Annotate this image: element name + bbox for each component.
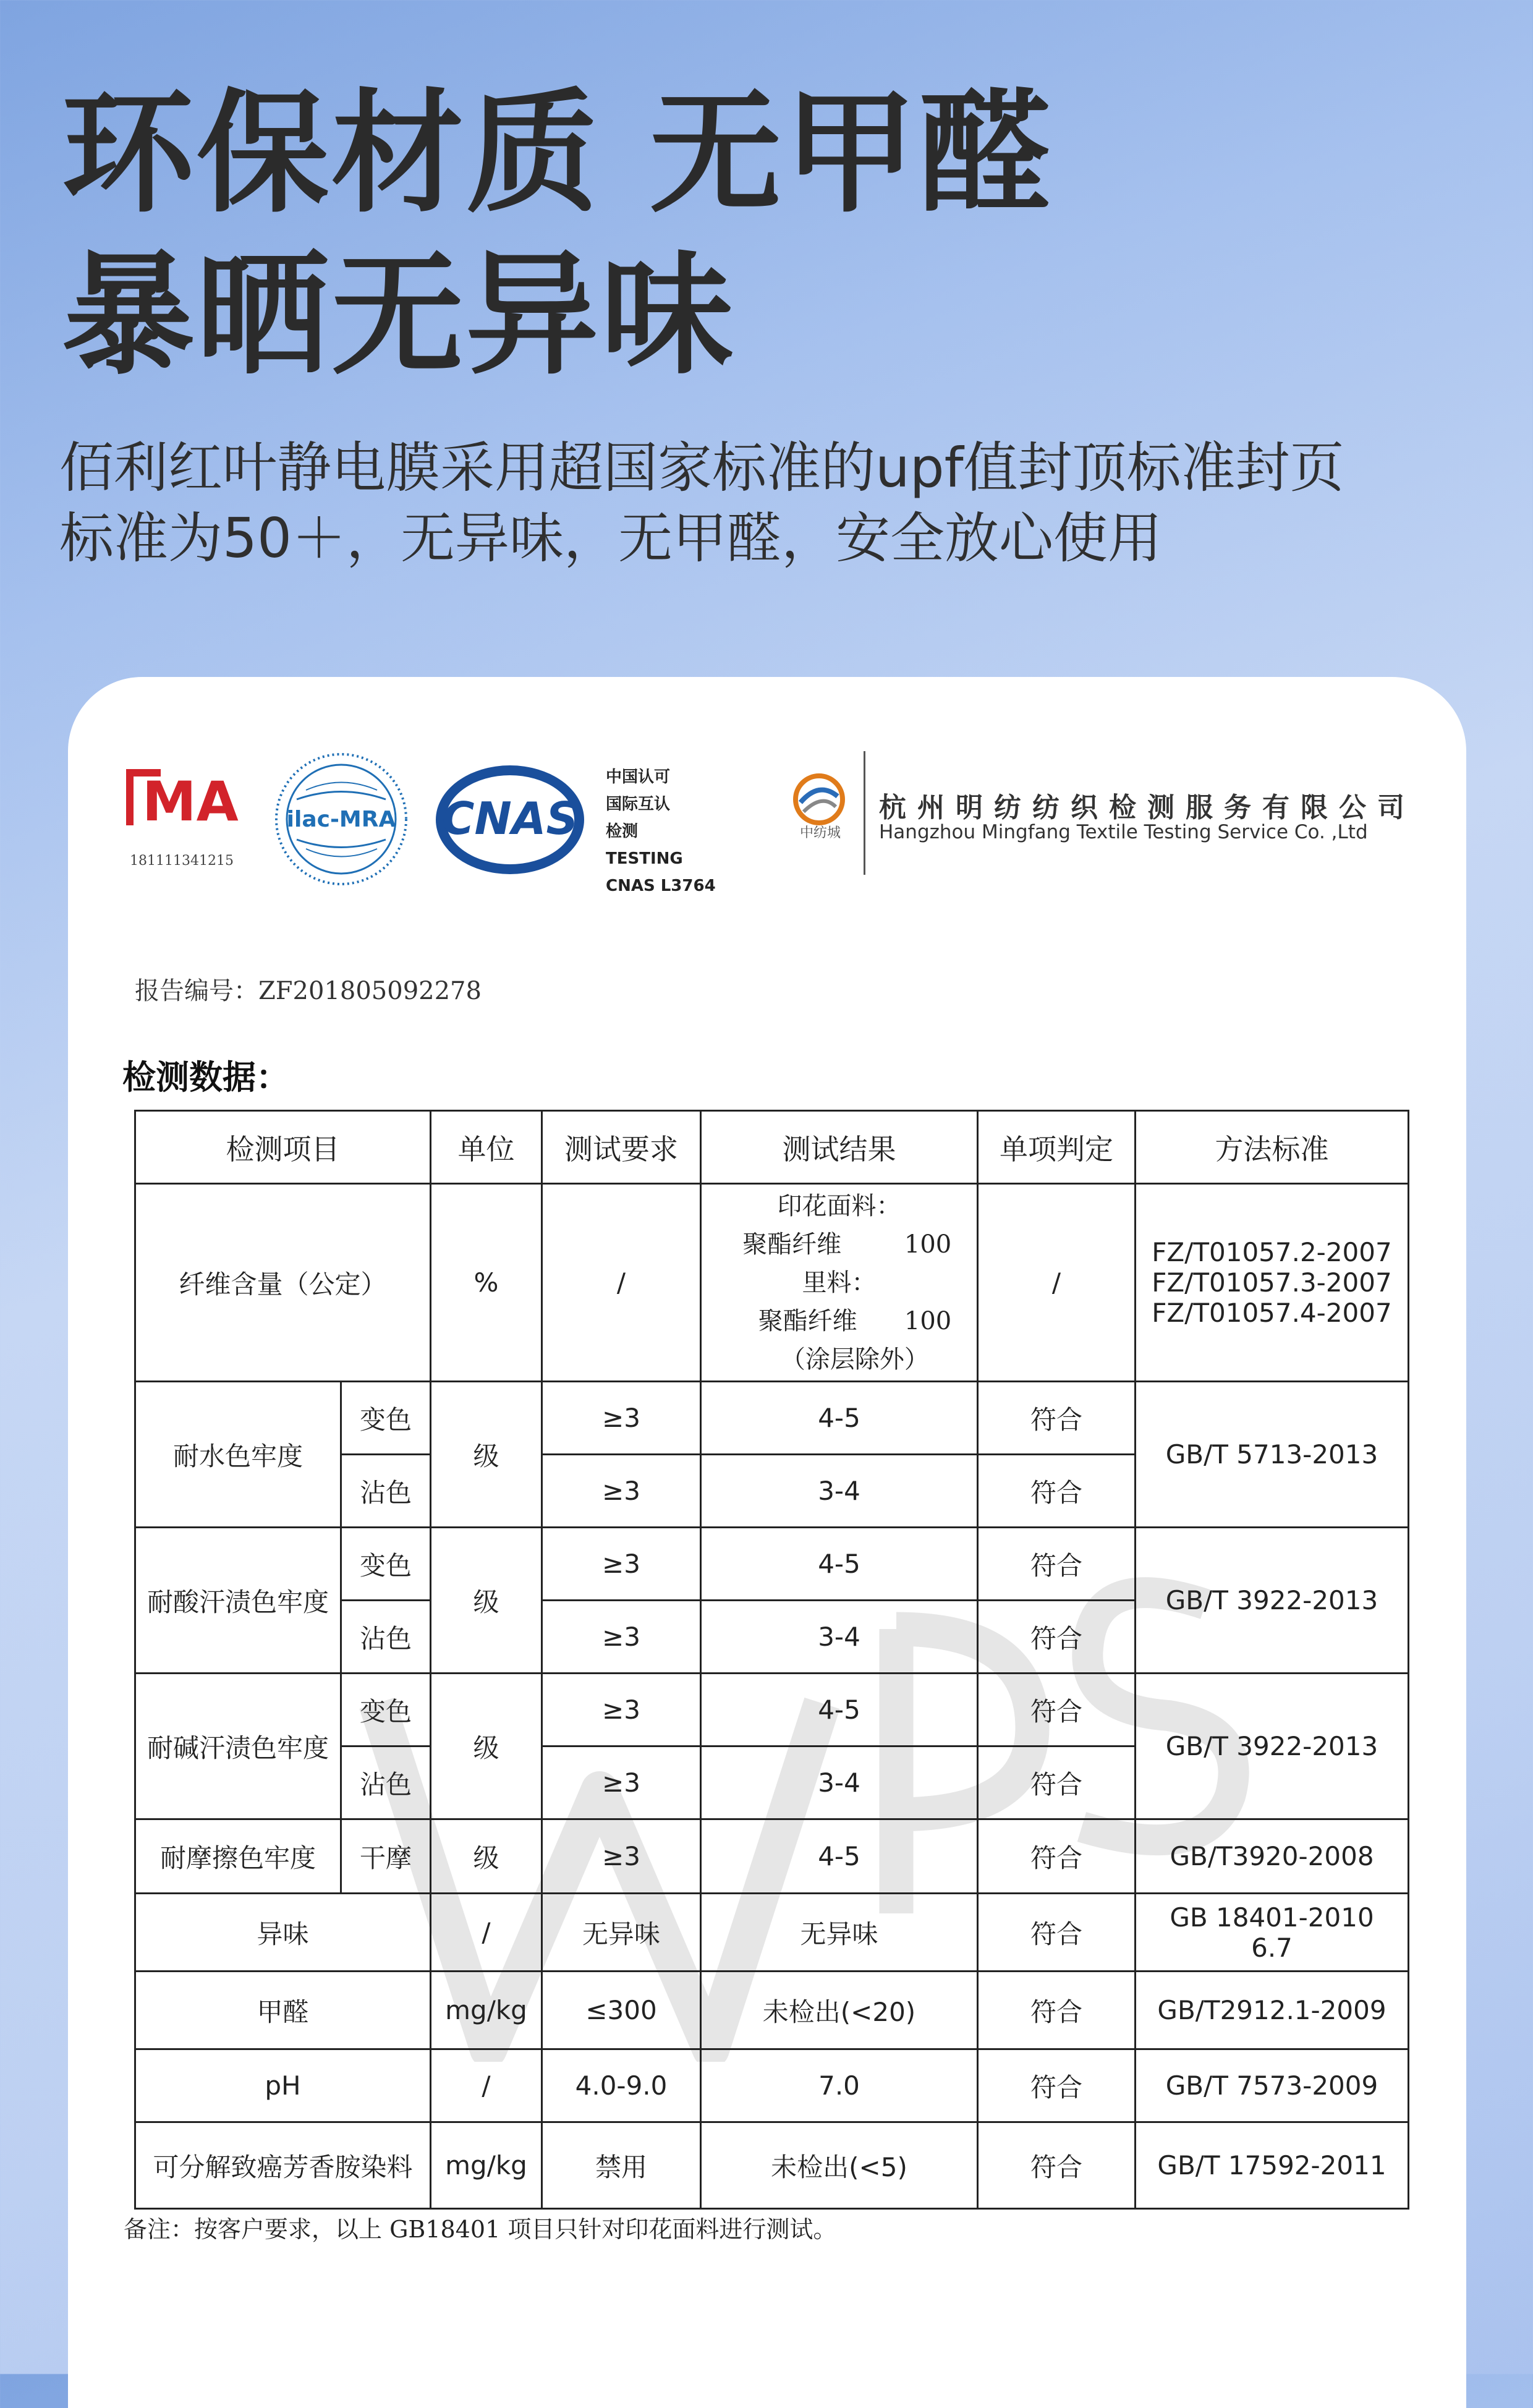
result-line: （涂层除外）	[749, 1345, 929, 1374]
header-requirement: 测试要求	[542, 1111, 701, 1184]
cell-result: 3-4	[701, 1455, 978, 1528]
cell-requirement: 禁用	[542, 2122, 701, 2209]
headline	[62, 73, 1054, 397]
cell-item: 纤维含量（公定）	[135, 1184, 431, 1382]
headline-line-1: 环保材质 无甲醛	[62, 77, 1054, 231]
cell-result: 7.0	[701, 2049, 978, 2122]
cell-judgement: 符合	[978, 1674, 1136, 1746]
company-name-en: Hangzhou Mingfang Textile Testing Service Co. ,Ltd	[879, 821, 1368, 843]
cell-subitem: 沾色	[341, 1746, 431, 1819]
svg-text:ilac-MRA: ilac-MRA	[286, 807, 396, 832]
cell-item: 耐水色牢度	[135, 1382, 341, 1528]
cell-unit: 级	[431, 1528, 542, 1674]
cell-unit: %	[431, 1184, 542, 1382]
cell-judgement: 符合	[978, 1819, 1136, 1894]
cell-requirement: ≥3	[542, 1601, 701, 1674]
cell-standard: GB/T 3922-2013	[1136, 1674, 1409, 1819]
cell-item: 甲醛	[135, 1972, 431, 2049]
cell-standard: GB/T3920-2008	[1136, 1819, 1409, 1894]
cell-subitem: 变色	[341, 1382, 431, 1455]
cell-item: 耐摩擦色牢度	[135, 1819, 341, 1894]
cell-standard	[1136, 1894, 1409, 1972]
cell-subitem: 干摩	[341, 1819, 431, 1894]
cell-judgement: 符合	[978, 1601, 1136, 1674]
standard-line: 6.7	[1251, 1932, 1293, 1963]
cell-result: 3-4	[701, 1601, 978, 1674]
cell-result: 无异味	[701, 1894, 978, 1972]
cell-unit: /	[431, 2049, 542, 2122]
table-row	[135, 1382, 1409, 1455]
subtext-line-2: 标准为50＋，无异味，无甲醛，安全放心使用	[59, 506, 1162, 570]
logo-divider	[864, 751, 865, 875]
table-row	[135, 1528, 1409, 1601]
cell-unit: 级	[431, 1819, 542, 1894]
report-number: 报告编号：ZF201805092278	[135, 977, 482, 1005]
cell-standard: GB/T 5713-2013	[1136, 1382, 1409, 1528]
cell-requirement: 4.0-9.0	[542, 2049, 701, 2122]
cell-result: 未检出(<20)	[701, 1972, 978, 2049]
cell-result: 4-5	[701, 1382, 978, 1455]
cell-result: 4-5	[701, 1528, 978, 1601]
cma-logo-icon	[124, 764, 257, 832]
headline-line-2: 暴晒无异味	[62, 239, 736, 393]
cell-result	[701, 1184, 978, 1382]
cnas-caption-line: 国际互认	[606, 795, 671, 814]
cell-judgement: 符合	[978, 1455, 1136, 1528]
mingfang-logo-icon	[779, 768, 859, 855]
cell-requirement: ≥3	[542, 1746, 701, 1819]
footnote: 备注：按客户要求，以上 GB18401 项目只针对印花面料进行测试。	[124, 2216, 837, 2243]
svg-text:MA: MA	[142, 770, 239, 832]
table-row	[135, 2049, 1409, 2122]
cell-result: 未检出(<5)	[701, 2122, 978, 2209]
cell-unit: mg/kg	[431, 1972, 542, 2049]
mingfang-small-text: 中纺城	[799, 825, 841, 841]
cell-requirement: ≥3	[542, 1455, 701, 1528]
cell-judgement: 符合	[978, 2122, 1136, 2209]
cell-judgement: 符合	[978, 1894, 1136, 1972]
cnas-caption-line: 检测	[606, 822, 639, 841]
company-name-cn: 杭州明纺纺织检测服务有限公司	[879, 792, 1416, 823]
table-row	[135, 1894, 1409, 1972]
svg-text:CNAS: CNAS	[441, 793, 579, 845]
cell-item: 耐碱汗渍色牢度	[135, 1674, 341, 1819]
result-line: 印花面料：	[777, 1191, 901, 1220]
table-row	[135, 1819, 1409, 1894]
cell-requirement: ≥3	[542, 1819, 701, 1894]
cell-standard: GB/T 3922-2013	[1136, 1528, 1409, 1674]
cnas-logo-icon	[431, 761, 589, 879]
cell-subitem: 沾色	[341, 1455, 431, 1528]
cell-unit: 级	[431, 1674, 542, 1819]
cell-item: 耐酸汗渍色牢度	[135, 1528, 341, 1674]
cell-requirement: 无异味	[542, 1894, 701, 1972]
cell-judgement: 符合	[978, 2049, 1136, 2122]
cell-judgement: 符合	[978, 1746, 1136, 1819]
header-standard: 方法标准	[1136, 1111, 1409, 1184]
cell-standard: GB/T2912.1-2009	[1136, 1972, 1409, 2049]
logo-bar	[68, 677, 1466, 937]
cell-item: 异味	[135, 1894, 431, 1972]
result-line: 聚酯纤维 100	[726, 1306, 952, 1335]
cell-standard: GB/T 17592-2011	[1136, 2122, 1409, 2209]
cell-standard	[1136, 1184, 1409, 1382]
cell-unit: /	[431, 1894, 542, 1972]
standard-line: FZ/T01057.4-2007	[1152, 1298, 1392, 1328]
cell-unit: 级	[431, 1382, 542, 1528]
header-item: 检测项目	[135, 1111, 431, 1184]
cnas-caption-line: 中国认可	[606, 768, 671, 786]
cell-subitem: 沾色	[341, 1601, 431, 1674]
cell-judgement: /	[978, 1184, 1136, 1382]
header-judgement: 单项判定	[978, 1111, 1136, 1184]
result-line: 聚酯纤维 100	[726, 1230, 952, 1259]
cma-number: 181111341215	[130, 853, 234, 869]
cell-result: 4-5	[701, 1674, 978, 1746]
cell-item: 可分解致癌芳香胺染料	[135, 2122, 431, 2209]
test-data-table	[134, 1110, 1409, 2210]
cell-result: 3-4	[701, 1746, 978, 1819]
standard-line: FZ/T01057.2-2007	[1152, 1237, 1392, 1267]
table-header-row	[135, 1111, 1409, 1184]
table-row	[135, 2122, 1409, 2209]
cell-judgement: 符合	[978, 1382, 1136, 1455]
table-row	[135, 1674, 1409, 1746]
cell-standard: GB/T 7573-2009	[1136, 2049, 1409, 2122]
cell-subitem: 变色	[341, 1674, 431, 1746]
standard-line: FZ/T01057.3-2007	[1152, 1267, 1392, 1298]
subtext	[59, 433, 1500, 574]
section-title: 检测数据：	[122, 1058, 289, 1097]
cnas-caption	[606, 764, 716, 900]
cell-requirement: ≤300	[542, 1972, 701, 2049]
cnas-caption-line: CNAS L3764	[606, 877, 716, 895]
report-card	[68, 677, 1466, 2408]
cell-subitem: 变色	[341, 1528, 431, 1601]
cell-judgement: 符合	[978, 1972, 1136, 2049]
cell-requirement: ≥3	[542, 1528, 701, 1601]
cell-item: pH	[135, 2049, 431, 2122]
cell-result: 4-5	[701, 1819, 978, 1894]
header-result: 测试结果	[701, 1111, 978, 1184]
cnas-caption-line: TESTING	[606, 849, 683, 868]
result-line: 里料：	[802, 1268, 877, 1297]
standard-line: GB 18401-2010	[1170, 1902, 1374, 1933]
header-unit: 单位	[431, 1111, 542, 1184]
cell-unit: mg/kg	[431, 2122, 542, 2209]
cell-requirement: ≥3	[542, 1674, 701, 1746]
table-row	[135, 1972, 1409, 2049]
cell-judgement: 符合	[978, 1528, 1136, 1601]
cell-requirement: ≥3	[542, 1382, 701, 1455]
ilac-mra-logo-icon	[272, 750, 411, 889]
cell-requirement: /	[542, 1184, 701, 1382]
table-row	[135, 1184, 1409, 1382]
subtext-line-1: 佰利红叶静电膜采用超国家标准的upf值封顶标准封页	[59, 436, 1344, 500]
